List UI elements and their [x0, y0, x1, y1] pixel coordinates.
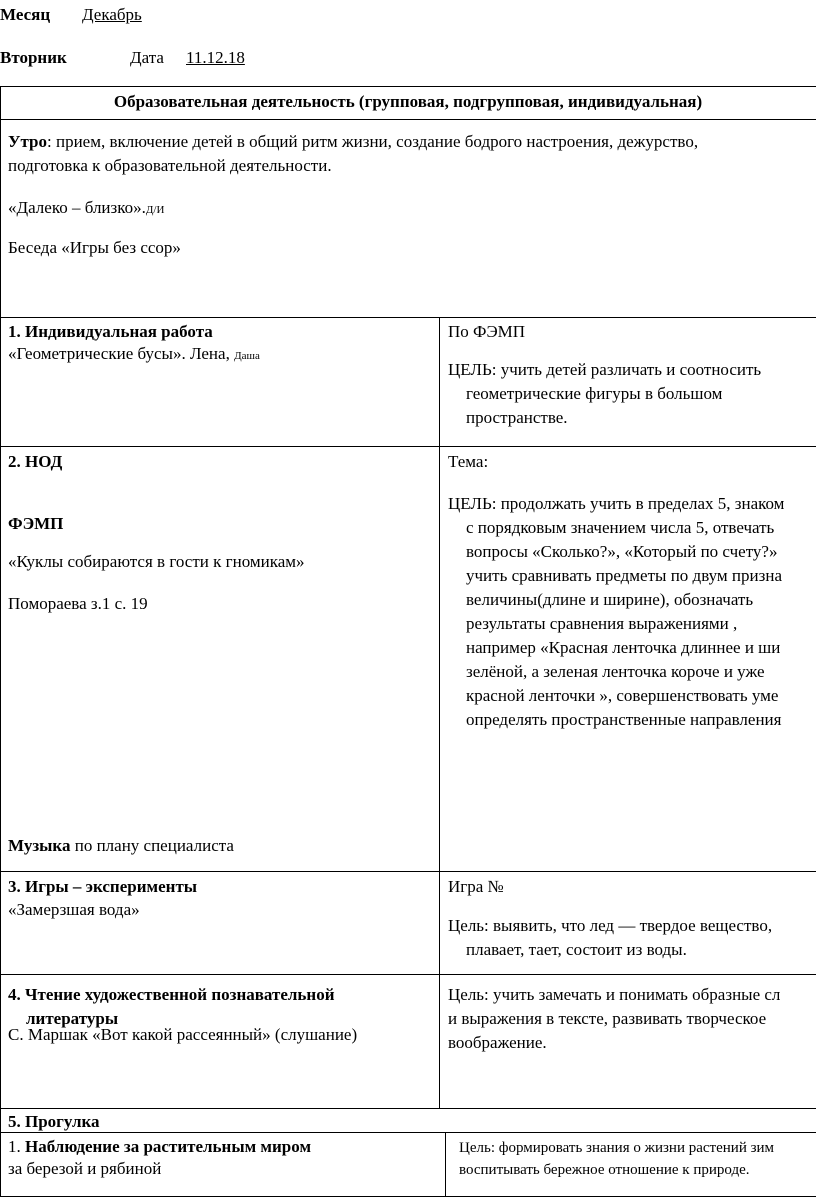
- section5-heading: 5. Прогулка: [8, 1112, 100, 1131]
- section2-topic: «Куклы собираются в гости к гномикам»: [8, 552, 305, 571]
- section5-sub-title: Наблюдение за растительным миром: [20, 1137, 312, 1156]
- section1-goal: [448, 358, 816, 430]
- section4-heading-line2: литературы: [26, 1009, 119, 1028]
- section5-goal: [459, 1137, 816, 1181]
- morning-talk: Беседа «Игры без ссор»: [8, 238, 181, 257]
- section4-activity: С. Маршак «Вот какой рассеянный» (слушание): [8, 1025, 358, 1044]
- section1-activity: [8, 342, 433, 368]
- section5-sub-heading: [8, 1135, 438, 1159]
- goal-line: зелёной, а зеленая ленточка короче и уже: [466, 662, 765, 681]
- goal-line: величины(длине и ширине), обозначать: [466, 590, 754, 609]
- goal-line: красной ленточки », совершенствовать уме: [466, 686, 779, 705]
- section2-source: Помораева з.1 с. 19: [8, 594, 148, 613]
- section2-goal: [448, 492, 816, 732]
- section1-right-title: По ФЭМП: [448, 322, 526, 341]
- section5-sub-num: 1.: [8, 1137, 21, 1156]
- goal-line: геометрические фигуры в большом: [466, 384, 723, 403]
- goal-line: пространстве.: [466, 408, 568, 427]
- section2-subject: ФЭМП: [8, 514, 64, 533]
- section4-goal: [448, 983, 816, 1055]
- section2-music: [8, 834, 433, 858]
- goal-line: и выражения в тексте, развивать творческое: [448, 1009, 767, 1028]
- goal-line: вопросы «Сколько?», «Который по счету?»: [466, 542, 778, 561]
- goal-line: Цель: формировать знания о жизни растений зим: [459, 1140, 775, 1156]
- music-text: по плану специалиста: [70, 836, 234, 855]
- morning-game: [8, 196, 808, 222]
- weekday: Вторник: [0, 48, 67, 67]
- section3-heading: 3. Игры – эксперименты: [8, 877, 198, 896]
- month-value: Декабрь: [82, 5, 142, 24]
- date-label: Дата: [130, 48, 164, 67]
- goal-line: плавает, тает, состоит из воды.: [466, 940, 687, 959]
- goal-line: например «Красная ленточка длиннее и ши: [466, 638, 781, 657]
- morning-line2: подготовка к образовательной деятельности.: [8, 156, 332, 175]
- section2-heading: 2. НОД: [8, 452, 63, 471]
- goal-line: с порядковым значением числа 5, отвечать: [466, 518, 775, 537]
- goal-line: воспитывать бережное отношение к природе.: [459, 1162, 750, 1178]
- goal-line: ЦЕЛЬ: продолжать учить в пределах 5, знаком: [448, 494, 785, 513]
- goal-line: результаты сравнения выражениями ,: [466, 614, 738, 633]
- section3-activity: «Замерзшая вода»: [8, 900, 140, 919]
- goal-line: Цель: учить замечать и понимать образные сл: [448, 985, 781, 1004]
- date-value: 11.12.18: [186, 48, 245, 67]
- goal-line: ЦЕЛЬ: учить детей различать и соотносить: [448, 360, 762, 379]
- table-title: Образовательная деятельность (групповая, подгрупповая, индивидуальная): [113, 92, 703, 111]
- morning-game-title: «Далеко – близко».: [8, 198, 146, 217]
- section1-activity-text: «Геометрические бусы». Лена,: [8, 344, 235, 363]
- goal-line: воображение.: [448, 1033, 547, 1052]
- goal-line: определять пространственные направления: [466, 710, 782, 729]
- section2-right-title: Тема:: [448, 452, 489, 471]
- goal-line: учить сравнивать предметы по двум призна: [466, 566, 782, 585]
- section3-right-title: Игра №: [448, 877, 504, 896]
- section5-sub-activity: за березой и рябиной: [8, 1159, 162, 1178]
- morning-label: Утро: [8, 132, 47, 151]
- section1-heading: 1. Индивидуальная работа: [8, 322, 213, 341]
- goal-line: Цель: выявить, что лед — твердое вещество,: [448, 916, 773, 935]
- section1-activity-note: Даша: [234, 350, 260, 362]
- section3-goal: [448, 914, 816, 962]
- music-label: Музыка: [8, 836, 71, 855]
- morning-text: : прием, включение детей в общий ритм жизни, создание бодрого настроения, дежурство,: [47, 132, 699, 151]
- morning-line1: [8, 130, 808, 154]
- morning-game-note: Д/И: [145, 204, 165, 216]
- month-label: Месяц: [0, 5, 51, 24]
- section4-heading-line1: 4. Чтение художественной познавательной: [8, 985, 335, 1004]
